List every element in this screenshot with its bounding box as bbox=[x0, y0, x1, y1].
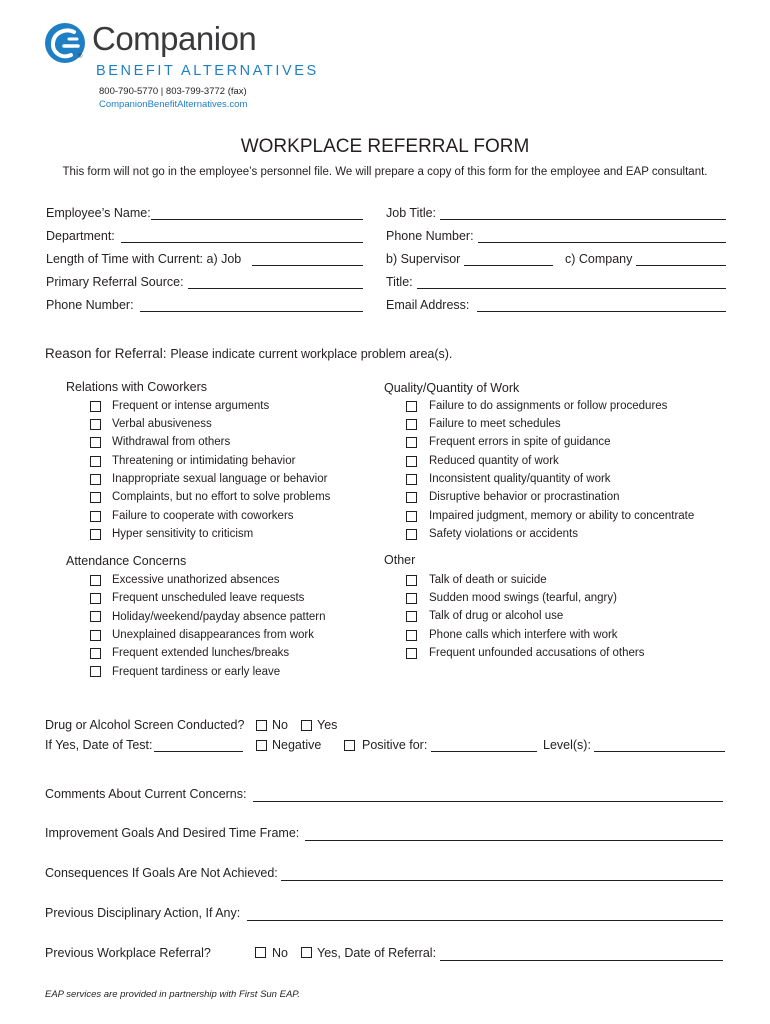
checklist-item: Impaired judgment, memory or ability to concentrate bbox=[429, 510, 695, 522]
consequences-field[interactable] bbox=[281, 880, 723, 881]
checkbox[interactable] bbox=[90, 575, 101, 586]
positive-for-field[interactable] bbox=[431, 751, 537, 752]
checklist-item: Inconsistent quality/quantity of work bbox=[429, 473, 611, 485]
checklist-item: Safety violations or accidents bbox=[429, 528, 578, 540]
primary-source-label: Primary Referral Source: bbox=[46, 275, 184, 289]
checklist-item: Sudden mood swings (tearful, angry) bbox=[429, 592, 617, 604]
job-title-label: Job Title: bbox=[386, 206, 437, 220]
checklist-item: Frequent extended lunches/breaks bbox=[112, 647, 290, 659]
length-time-label: Length of Time with Current: a) Job bbox=[46, 252, 242, 266]
coworkers-heading: Relations with Coworkers bbox=[66, 380, 208, 394]
disciplinary-field[interactable] bbox=[247, 920, 723, 921]
checklist-item: Unexplained disappearances from work bbox=[112, 629, 314, 641]
checkbox[interactable] bbox=[406, 593, 417, 604]
screen-yes-label: Yes bbox=[317, 718, 338, 732]
checkbox[interactable] bbox=[90, 529, 101, 540]
supervisor-field[interactable] bbox=[464, 265, 553, 266]
department-label: Department: bbox=[46, 229, 115, 243]
phone-number-right-label: Phone Number: bbox=[386, 229, 474, 243]
referral-date-field[interactable] bbox=[440, 960, 723, 961]
checklist-item: Failure to do assignments or follow procedures bbox=[429, 400, 668, 412]
prev-referral-no-label: No bbox=[272, 946, 288, 960]
job-title-field[interactable] bbox=[440, 219, 726, 220]
checkbox[interactable] bbox=[90, 648, 101, 659]
checklist-item: Verbal abusiveness bbox=[112, 418, 212, 430]
checkbox[interactable] bbox=[90, 492, 101, 503]
checkbox[interactable] bbox=[406, 575, 417, 586]
prev-referral-yes-label: Yes, Date of Referral: bbox=[317, 946, 437, 960]
checklist-item: Failure to meet schedules bbox=[429, 418, 561, 430]
negative-checkbox[interactable] bbox=[256, 740, 267, 751]
negative-label: Negative bbox=[272, 738, 322, 752]
disciplinary-label: Previous Disciplinary Action, If Any: bbox=[45, 906, 241, 920]
reason-heading bbox=[45, 346, 452, 361]
levels-label: Level(s): bbox=[543, 738, 591, 752]
checklist-item: Phone calls which interfere with work bbox=[429, 629, 618, 641]
checkbox[interactable] bbox=[406, 529, 417, 540]
goals-label: Improvement Goals And Desired Time Frame: bbox=[45, 826, 300, 840]
screen-question: Drug or Alcohol Screen Conducted? bbox=[45, 718, 245, 732]
consequences-label: Consequences If Goals Are Not Achieved: bbox=[45, 866, 278, 880]
screen-yes-checkbox[interactable] bbox=[301, 720, 312, 731]
checklist-item: Failure to cooperate with coworkers bbox=[112, 510, 294, 522]
checklist-item: Talk of death or suicide bbox=[429, 574, 547, 586]
positive-label: Positive for: bbox=[362, 738, 428, 752]
checkbox[interactable] bbox=[90, 593, 101, 604]
checkbox[interactable] bbox=[90, 630, 101, 641]
checkbox[interactable] bbox=[90, 666, 101, 677]
company-field[interactable] bbox=[636, 265, 726, 266]
checklist-item: Holiday/weekend/payday absence pattern bbox=[112, 611, 326, 623]
phone-number-left-label: Phone Number: bbox=[46, 298, 134, 312]
quality-heading: Quality/Quantity of Work bbox=[384, 381, 520, 395]
checkbox[interactable] bbox=[406, 401, 417, 412]
test-date-field[interactable] bbox=[154, 751, 243, 752]
contact-phone: 800-790-5770 | 803-799-3772 (fax) bbox=[99, 86, 247, 97]
checkbox[interactable] bbox=[406, 419, 417, 430]
contact-website[interactable]: CompanionBenefitAlternatives.com bbox=[99, 99, 248, 110]
other-heading: Other bbox=[384, 553, 416, 567]
checklist-item: Hyper sensitivity to criticism bbox=[112, 528, 254, 540]
primary-source-field[interactable] bbox=[188, 288, 363, 289]
brand-name: Companion bbox=[92, 20, 257, 57]
prev-referral-yes-checkbox[interactable] bbox=[301, 947, 312, 958]
checkbox[interactable] bbox=[90, 474, 101, 485]
reason-hint: Please indicate current workplace problem area(s). bbox=[170, 347, 453, 361]
positive-checkbox[interactable] bbox=[344, 740, 355, 751]
checkbox[interactable] bbox=[406, 437, 417, 448]
checklist-item: Frequent unscheduled leave requests bbox=[112, 592, 305, 604]
checkbox[interactable] bbox=[90, 419, 101, 430]
checkbox[interactable] bbox=[406, 630, 417, 641]
checkbox[interactable] bbox=[406, 611, 417, 622]
title-field[interactable] bbox=[417, 288, 726, 289]
email-field[interactable] bbox=[477, 311, 726, 312]
checklist-item: Frequent errors in spite of guidance bbox=[429, 436, 611, 448]
phone-number-right-field[interactable] bbox=[478, 242, 726, 243]
checkbox[interactable] bbox=[406, 511, 417, 522]
checklist-item: Reduced quantity of work bbox=[429, 455, 559, 467]
checkbox[interactable] bbox=[406, 492, 417, 503]
checkbox[interactable] bbox=[90, 611, 101, 622]
checklist-item: Complaints, but no effort to solve problems bbox=[112, 491, 331, 503]
form-notice: This form will not go in the employee’s personnel file. We will prepare a copy of this form for the employee and EAP consultant. bbox=[62, 166, 708, 178]
checkbox[interactable] bbox=[90, 401, 101, 412]
checklist-item: Frequent unfounded accusations of others bbox=[429, 647, 645, 659]
employee-name-field[interactable] bbox=[151, 219, 363, 220]
length-job-field[interactable] bbox=[252, 265, 363, 266]
reason-label: Reason for Referral: bbox=[45, 346, 167, 361]
title-label: Title: bbox=[386, 275, 413, 289]
form-title: WORKPLACE REFERRAL FORM bbox=[240, 136, 530, 157]
screen-no-label: No bbox=[272, 718, 288, 732]
email-label: Email Address: bbox=[386, 298, 470, 312]
checkbox[interactable] bbox=[90, 437, 101, 448]
checkbox[interactable] bbox=[406, 456, 417, 467]
levels-field[interactable] bbox=[594, 751, 725, 752]
supervisor-label: b) Supervisor bbox=[386, 252, 461, 266]
checkbox[interactable] bbox=[406, 474, 417, 485]
checklist-item: Disruptive behavior or procrastination bbox=[429, 491, 620, 503]
checkbox[interactable] bbox=[90, 456, 101, 467]
footer-note: EAP services are provided in partnership with First Sun EAP. bbox=[45, 989, 301, 1000]
checklist-item: Inappropriate sexual language or behavior bbox=[112, 473, 328, 485]
checklist-item: Withdrawal from others bbox=[112, 436, 231, 448]
checklist-item: Threatening or intimidating behavior bbox=[112, 455, 296, 467]
prev-referral-no-checkbox[interactable] bbox=[255, 947, 266, 958]
company-label: c) Company bbox=[565, 252, 633, 266]
checkbox[interactable] bbox=[90, 511, 101, 522]
screen-no-checkbox[interactable] bbox=[256, 720, 267, 731]
checklist-item: Talk of drug or alcohol use bbox=[429, 610, 564, 622]
test-date-label: If Yes, Date of Test: bbox=[45, 738, 153, 752]
goals-field[interactable] bbox=[305, 840, 723, 841]
employee-name-label: Employee’s Name: bbox=[46, 206, 151, 220]
concerns-label: Comments About Current Concerns: bbox=[45, 787, 247, 801]
prev-referral-label: Previous Workplace Referral? bbox=[45, 946, 211, 960]
checklist-item: Frequent or intense arguments bbox=[112, 400, 270, 412]
attendance-heading: Attendance Concerns bbox=[66, 554, 187, 568]
brand-tagline: BENEFIT ALTERNATIVES bbox=[96, 63, 319, 79]
department-field[interactable] bbox=[121, 242, 363, 243]
checklist-item: Excessive unathorized absences bbox=[112, 574, 280, 586]
checklist-item: Frequent tardiness or early leave bbox=[112, 666, 281, 678]
registered-mark: ® bbox=[78, 54, 83, 60]
concerns-field[interactable] bbox=[253, 801, 723, 802]
checkbox[interactable] bbox=[406, 648, 417, 659]
phone-number-left-field[interactable] bbox=[140, 311, 363, 312]
